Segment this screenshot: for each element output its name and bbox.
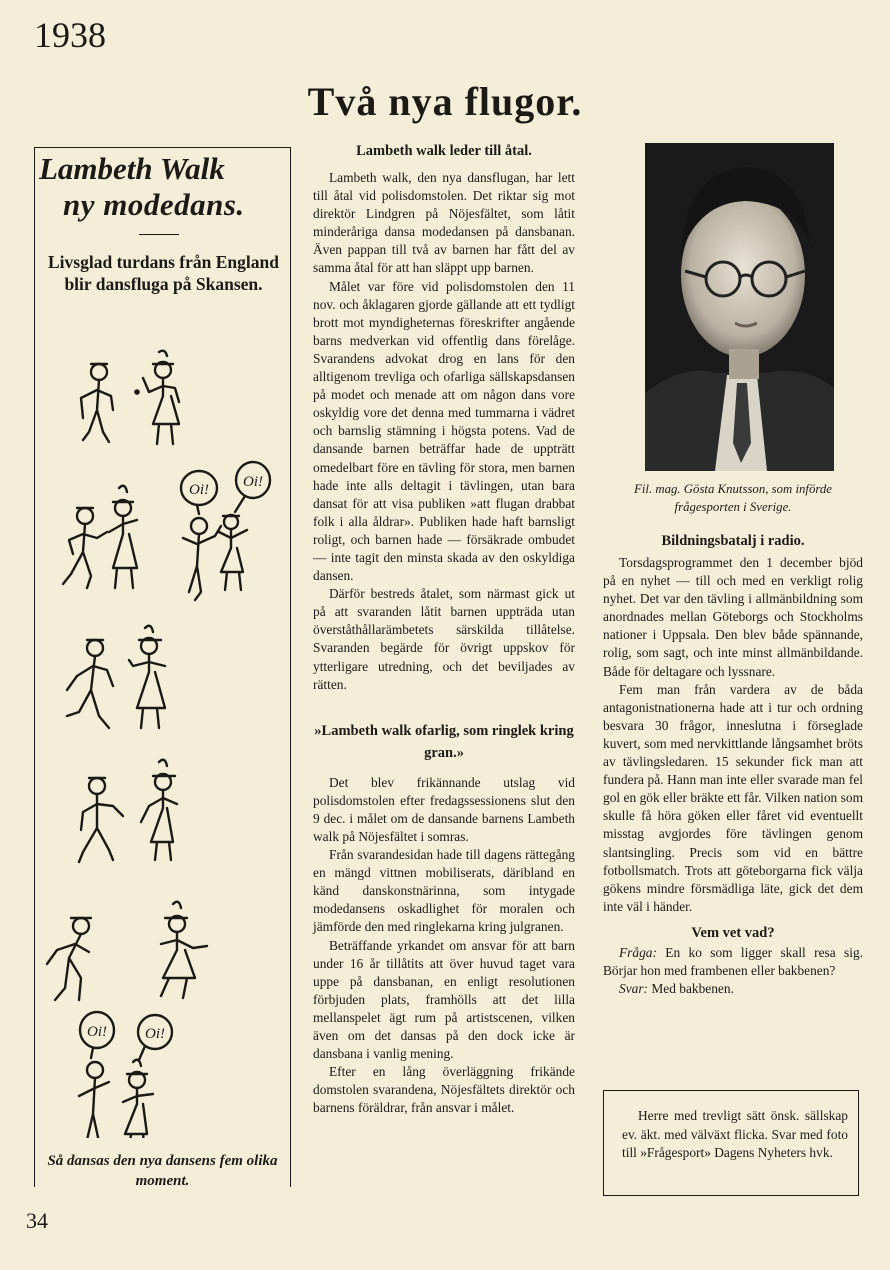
bubble-text: Oi! — [87, 1024, 107, 1040]
illustration-caption: Så dansas den nya dansens fem olika moment. — [47, 1153, 278, 1189]
article-paragraph: Torsdagsprogrammet den 1 december bjöd på en nyhet — till och med en verkligt rolig nyhet. Det var den tävling i allmänbildning som anordnades mellan Göteborgs och Stockholms nationer i Uppsala. Den blev både spännande, rolig, som sagt, och inte minst allmänbildande. Både för deltagare och lyssnare. — [603, 555, 863, 679]
page-number: 34 — [26, 1208, 48, 1233]
article-heading: Bildningsbatalj i radio. — [661, 533, 805, 549]
personal-ad-box — [603, 1090, 859, 1196]
article-paragraph: Målet var före vid polisdomstolen den 11 nov. och åklagaren gjorde gällande att ett tydligt brott mot myndigheternas föreskrifter angående barns medverkan vid offentlig dans förelåge. Svarandens advokat drog en lans för den alltigenom trevliga och ofarliga sällskapsdansen på modet och menade att om någon dans vore oskyldig vore det denna med tummarna i vädret och barnslig stämning i högsta potens. Vad de dansande barnen beträffar hade de uppträtt omedelbart före en tävling för stora, men barnen hade inte alls deltagit i tävlingen, utan bara dansat för att visa publiken »att flugan drabbat folk i alla åldrar». Publiken hade haft barnsligt roligt, och barnen hade — försäkrade ombudet — inte tagit den minsta skada av den oskyldiga dansen. — [313, 278, 575, 584]
portrait-image — [645, 143, 834, 471]
bubble-text: Oi! — [189, 482, 209, 498]
year-heading: 1938 — [34, 15, 106, 55]
bubble-text: Oi! — [243, 474, 263, 490]
article-paragraph: Lambeth walk, den nya dansflugan, har lett till åtal vid polisdomstolen. Det riktar sig mot direktör Lindgren på Nöjesfältet, som låtit minderåriga dansa modedansen på dansbanan. Även pappan till två av barnen har fått del av samma åtal för att han släppt upp barnen. — [313, 170, 575, 276]
personal-ad-text: Herre med trevligt sätt önsk. sällskap ev. äkt. med välväxt flicka. Svar med foto till »Frågesport» Dagens Nyheters hvk. — [622, 1108, 848, 1160]
photo-caption: Fil. mag. Gösta Knutsson, som införde frågesporten i Sverige. — [634, 482, 832, 514]
article-paragraph: Beträffande yrkandet om ansvar för att barn under 16 år tillåtits att över huvud taget vara uppe på dansbanan, en enligt resolutionen förbjuden plats, framhölls att det lilla mellanspelet ägt rum på artistscenen, vilken även om det dansas på den dock icke är dansbana i vanlig mening. — [313, 937, 575, 1062]
article-paragraph: Det blev frikännande utslag vid polisdomstolen efter fredagssessionens slut den 9 dec. i målet om de dansande barnens Lambeth walk på Nöjesfältet i somras. — [313, 774, 575, 844]
dancing-figures-illustration — [45, 348, 285, 1138]
question-text: En ko som ligger skall resa sig. Börjar hon med frambenen eller bakbenen? — [603, 944, 863, 978]
quiz-answer — [603, 980, 863, 998]
box-headline-line2: ny modedans. — [63, 187, 245, 222]
article-paragraph: Därför bestreds åtalet, som närmast gick ut på att svaranden låtit barnen uppträda utan överståthållarämbetets särskilda tillåtelse. Svaranden begärde för övrigt uppskov för ytterligare utredning, och det beviljades av rätten. — [313, 586, 575, 692]
answer-label: Svar: — [619, 981, 649, 997]
question-label: Fråga: — [619, 944, 657, 960]
quiz-question — [603, 944, 863, 980]
lambeth-walk-box — [34, 147, 291, 1187]
quiz-heading: Vem vet vad? — [691, 924, 775, 941]
page-title: Två nya flugor. — [307, 79, 583, 124]
box-headline-line1: Lambeth Walk — [39, 151, 225, 186]
headline-divider — [139, 234, 179, 235]
box-subhead: Livsglad turdans från England blir dansfluga på Skansen. — [48, 252, 279, 294]
lambeth-walk-article — [313, 143, 575, 1118]
portrait-photo — [645, 143, 834, 471]
radio-quiz-article — [603, 533, 863, 998]
article-paragraph: Fem man från vardera av de båda antagonistnationerna hade att i tur och ordning besvara 30 frågor, inneslutna i förseglade kuvert, som med nervkittlande långsamhet bröts av tävlingsledaren. 15 sekunder fick man att fundera på. Hann man inte eller svarade man fel gol en gök eller bräkte ett får. Vilken nation som skulle få höra göken eller fåret vid eventuellt misstag avgjordes före tävlingen genom slantsingling. Precis som vid en bättre fotbollsmatch. Trots att göteborgarna fick välja gökens mindre försmädliga läte, gick det dem inte väl i händer. — [603, 681, 863, 914]
article-heading: Lambeth walk leder till åtal. — [356, 143, 532, 159]
bubble-text: Oi! — [145, 1026, 165, 1042]
article-paragraph: Efter en lång överläggning frikände domstolen svarandena, Nöjesfältets direktör och barnens föräldrar, från ansvar i målet. — [313, 1064, 575, 1116]
answer-text: Med bakbenen. — [651, 981, 734, 997]
article-subheading: »Lambeth walk ofarlig, som ringlek kring gran.» — [314, 722, 574, 761]
article-paragraph: Från svarandesidan hade till dagens rättegång en mängd vittnen mobiliserats, däribland en känd danskonstnärinna, som intygade modedansens oskadlighet för moralen och jämförde den med ringlekarna kring julgranen. — [313, 847, 575, 935]
